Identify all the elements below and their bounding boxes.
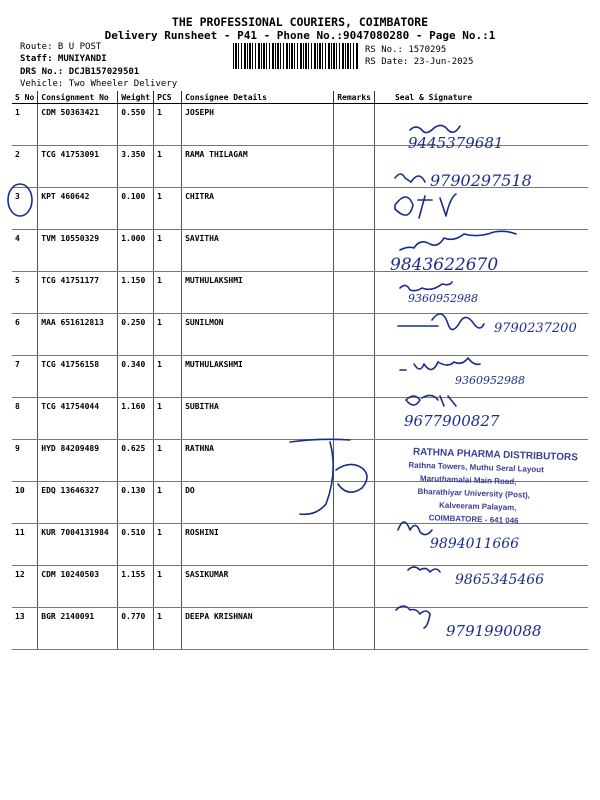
signature-12 — [408, 567, 440, 572]
cell-pcs: 1 — [154, 104, 182, 146]
signature-13 — [396, 606, 430, 628]
drs-number: DRS No.: DCJB157029501 — [20, 67, 140, 77]
cell-weight: 0.130 — [118, 482, 154, 524]
staff-label: Staff: MUNIYANDI — [20, 54, 107, 64]
col-pcs: PCS — [154, 91, 182, 104]
phone-13: 9791990088 — [446, 622, 542, 640]
cell-sno: 10 — [12, 482, 38, 524]
cell-pcs: 1 — [154, 482, 182, 524]
signature-6 — [398, 314, 484, 330]
signature-8 — [406, 395, 456, 406]
cell-sno: 2 — [12, 146, 38, 188]
cell-consignee: RATHNA — [182, 440, 334, 482]
cell-consignment: CDM 50363421 — [38, 104, 118, 146]
cell-pcs: 1 — [154, 356, 182, 398]
cell-sno: 1 — [12, 104, 38, 146]
cell-consignment: HYD 84209489 — [38, 440, 118, 482]
cell-consignee: ROSHINI — [182, 524, 334, 566]
stamp-line-3: Maruthamalai Main Road, — [419, 473, 517, 487]
cell-weight: 0.340 — [118, 356, 154, 398]
cell-sno: 11 — [12, 524, 38, 566]
cell-consignment: TCG 41756158 — [38, 356, 118, 398]
col-signature: Seal & Signature — [374, 91, 588, 104]
company-stamp — [407, 447, 579, 528]
phone-11: 9894011666 — [430, 536, 520, 552]
cell-consignment: TCG 41753091 — [38, 146, 118, 188]
cell-sno: 3 — [12, 188, 38, 230]
cell-consignment: CDM 10240503 — [38, 566, 118, 608]
cell-consignment: EDQ 13646327 — [38, 482, 118, 524]
phone-12: 9865345466 — [455, 572, 545, 588]
cell-weight: 1.150 — [118, 272, 154, 314]
signature-1 — [410, 125, 460, 132]
cell-consignee: SAVITHA — [182, 230, 334, 272]
signature-4 — [400, 231, 516, 250]
signature-9-10 — [290, 439, 367, 514]
cell-weight: 0.510 — [118, 524, 154, 566]
cell-sno: 8 — [12, 398, 38, 440]
signature-11 — [398, 522, 432, 535]
cell-pcs: 1 — [154, 314, 182, 356]
cell-consignee: CHITRA — [182, 188, 334, 230]
cell-weight: 1.000 — [118, 230, 154, 272]
phone-5: 9360952988 — [408, 292, 478, 305]
cell-pcs: 1 — [154, 272, 182, 314]
cell-consignee: SUBITHA — [182, 398, 334, 440]
stamp-line-1: RATHNA PHARMA DISTRIBUTORS — [412, 446, 579, 464]
phone-1: 9445379681 — [408, 134, 504, 152]
cell-sno: 6 — [12, 314, 38, 356]
cell-consignee: SASIKUMAR — [182, 566, 334, 608]
cell-pcs: 1 — [154, 566, 182, 608]
cell-consignment: KUR 7004131984 — [38, 524, 118, 566]
cell-sno: 13 — [12, 608, 38, 650]
cell-pcs: 1 — [154, 230, 182, 272]
col-consignee: Consignee Details — [182, 91, 334, 104]
cell-consignment: TCG 41751177 — [38, 272, 118, 314]
cell-sno: 12 — [12, 566, 38, 608]
col-remarks: Remarks — [334, 91, 375, 104]
runsheet-subtitle: Delivery Runsheet - P41 - Phone No.:9047080280 - Page No.:1 — [104, 29, 496, 42]
col-sno: S No — [12, 91, 38, 104]
company-name: THE PROFESSIONAL COURIERS, COIMBATORE — [171, 15, 429, 29]
rs-number: RS No.: 1570295 — [365, 45, 447, 55]
cell-pcs: 1 — [154, 398, 182, 440]
cell-consignee: MUTHULAKSHMI — [182, 272, 334, 314]
cell-weight: 0.100 — [118, 188, 154, 230]
cell-pcs: 1 — [154, 146, 182, 188]
phone-2: 9790297518 — [430, 171, 532, 190]
cell-consignment: TCG 41754044 — [38, 398, 118, 440]
cell-sno: 7 — [12, 356, 38, 398]
stamp-line-5: Kalveeram Palayam, — [438, 500, 517, 513]
phone-7: 9360952988 — [455, 374, 525, 387]
signature-5 — [400, 282, 452, 291]
signature-2 — [395, 174, 425, 182]
cell-consignment: KPT 460642 — [38, 188, 118, 230]
cell-weight: 0.550 — [118, 104, 154, 146]
circle-mark-3 — [8, 184, 32, 216]
cell-consignee: DO — [182, 482, 334, 524]
cell-weight: 1.160 — [118, 398, 154, 440]
cell-weight: 0.625 — [118, 440, 154, 482]
vehicle-label: Vehicle: Two Wheeler Delivery — [20, 79, 178, 89]
cell-sno: 9 — [12, 440, 38, 482]
cell-pcs: 1 — [154, 188, 182, 230]
cell-consignee: MUTHULAKSHMI — [182, 356, 334, 398]
cell-pcs: 1 — [154, 608, 182, 650]
cell-sno: 4 — [12, 230, 38, 272]
cell-consignee: RAMA THILAGAM — [182, 146, 334, 188]
cell-weight: 0.250 — [118, 314, 154, 356]
cell-consignee: SUNILMON — [182, 314, 334, 356]
cell-consignee: JOSEPH — [182, 104, 334, 146]
cell-consignment: BGR 2140091 — [38, 608, 118, 650]
stamp-line-2: Rathna Towers, Muthu Seral Layout — [408, 460, 544, 475]
rs-date: RS Date: 23-Jun-2025 — [365, 57, 474, 67]
cell-weight: 1.155 — [118, 566, 154, 608]
cell-consignee: DEEPA KRISHNAN — [182, 608, 334, 650]
phone-4: 9843622670 — [390, 255, 499, 275]
route-label: Route: B U POST — [20, 42, 102, 52]
stamp-line-4: Bharathiyar University (Post), — [417, 486, 531, 500]
col-weight: Weight — [118, 91, 154, 104]
signature-3 — [395, 194, 456, 218]
phone-8: 9677900827 — [404, 412, 500, 430]
signature-7 — [400, 358, 480, 370]
cell-weight: 0.770 — [118, 608, 154, 650]
cell-pcs: 1 — [154, 524, 182, 566]
cell-weight: 3.350 — [118, 146, 154, 188]
cell-sno: 5 — [12, 272, 38, 314]
col-consignment: Consignment No — [38, 91, 118, 104]
cell-consignment: TVM 10550329 — [38, 230, 118, 272]
phone-6: 9790237200 — [494, 321, 577, 336]
cell-pcs: 1 — [154, 440, 182, 482]
stamp-line-6: COIMBATORE - 641 046 — [428, 513, 519, 526]
cell-consignment: MAA 651612813 — [38, 314, 118, 356]
